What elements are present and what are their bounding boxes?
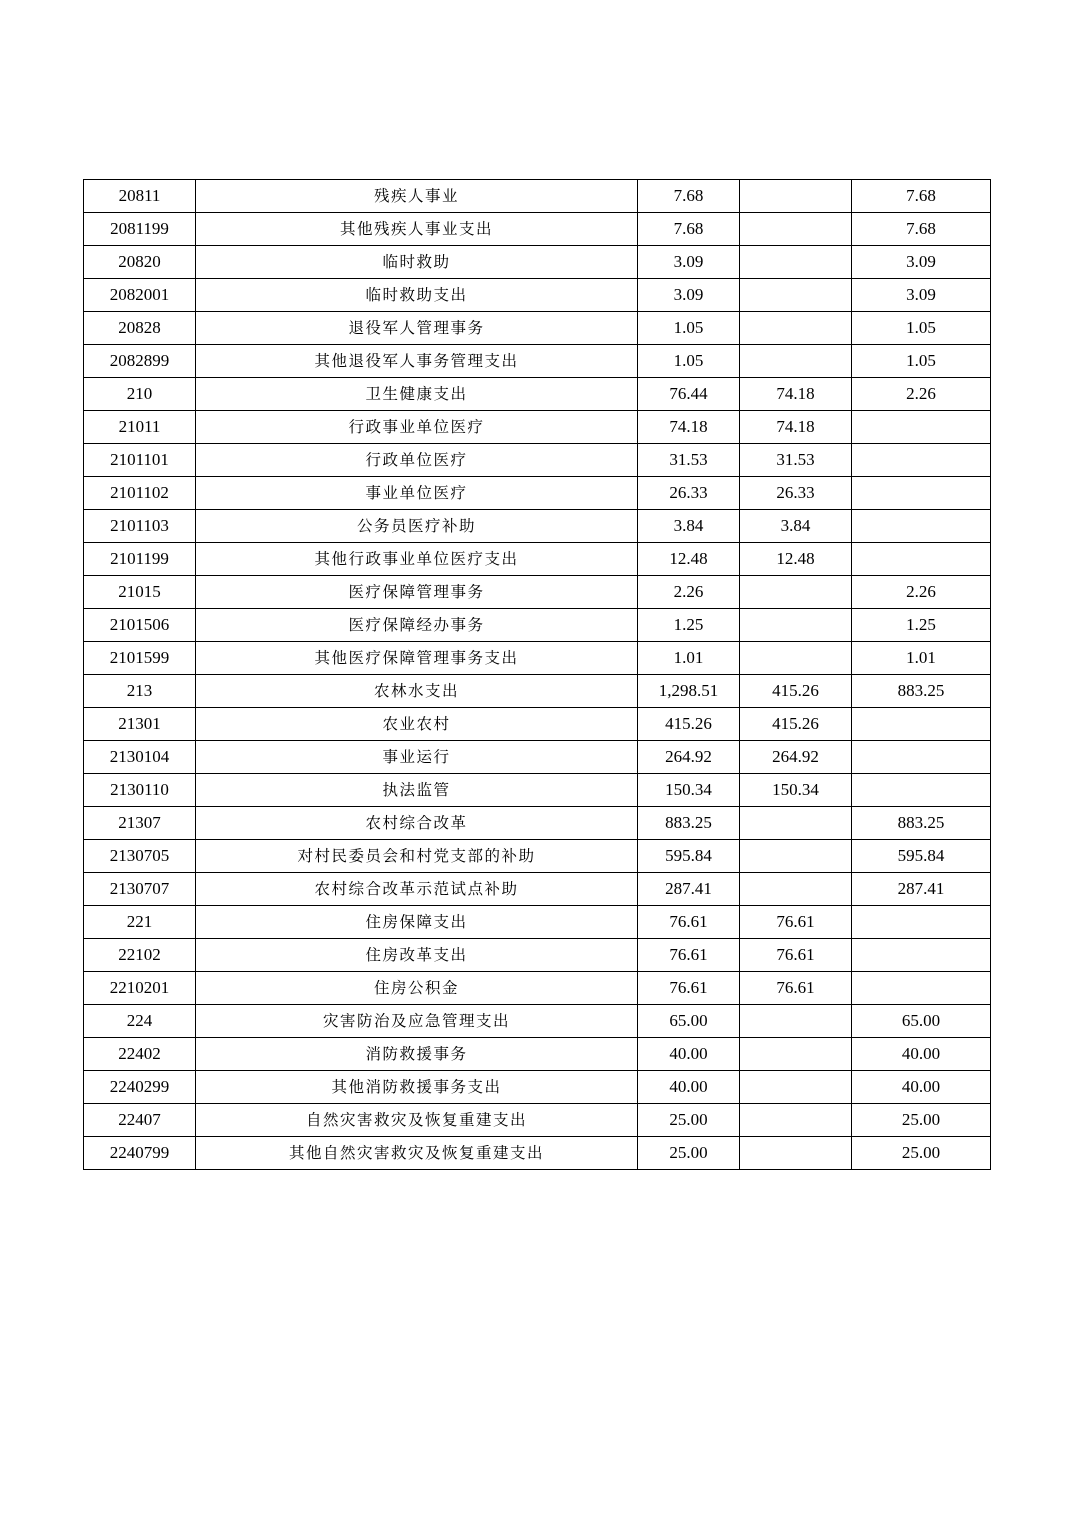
basic-expenditure-cell: 3.84: [740, 510, 852, 543]
subject-code-cell: 22407: [84, 1104, 196, 1137]
project-expenditure-cell: 287.41: [852, 873, 991, 906]
table-row: [84, 1137, 991, 1170]
table-row: [84, 510, 991, 543]
basic-expenditure-cell: 74.18: [740, 411, 852, 444]
subject-code-cell: 2101599: [84, 642, 196, 675]
table-row: [84, 180, 991, 213]
table-row: [84, 312, 991, 345]
subject-name-cell: 自然灾害救灾及恢复重建支出: [196, 1104, 638, 1137]
table-row: [84, 576, 991, 609]
project-expenditure-cell: [852, 774, 991, 807]
subject-code-cell: 21015: [84, 576, 196, 609]
project-expenditure-cell: 3.09: [852, 279, 991, 312]
table-row: [84, 1005, 991, 1038]
subject-code-cell: 2101506: [84, 609, 196, 642]
subject-code-cell: 2101103: [84, 510, 196, 543]
total-amount-cell: 2.26: [638, 576, 740, 609]
total-amount-cell: 7.68: [638, 180, 740, 213]
subject-code-cell: 213: [84, 675, 196, 708]
project-expenditure-cell: 40.00: [852, 1071, 991, 1104]
table-row: [84, 972, 991, 1005]
subject-code-cell: 210: [84, 378, 196, 411]
table-row: [84, 411, 991, 444]
total-amount-cell: 74.18: [638, 411, 740, 444]
subject-name-cell: 住房公积金: [196, 972, 638, 1005]
table-row: [84, 345, 991, 378]
project-expenditure-cell: [852, 939, 991, 972]
basic-expenditure-cell: 264.92: [740, 741, 852, 774]
total-amount-cell: 26.33: [638, 477, 740, 510]
table-row: [84, 543, 991, 576]
project-expenditure-cell: 65.00: [852, 1005, 991, 1038]
subject-name-cell: 医疗保障管理事务: [196, 576, 638, 609]
total-amount-cell: 3.84: [638, 510, 740, 543]
total-amount-cell: 3.09: [638, 246, 740, 279]
subject-name-cell: 住房保障支出: [196, 906, 638, 939]
total-amount-cell: 7.68: [638, 213, 740, 246]
basic-expenditure-cell: [740, 312, 852, 345]
total-amount-cell: 12.48: [638, 543, 740, 576]
subject-name-cell: 行政单位医疗: [196, 444, 638, 477]
project-expenditure-cell: [852, 741, 991, 774]
project-expenditure-cell: 1.01: [852, 642, 991, 675]
subject-name-cell: 农林水支出: [196, 675, 638, 708]
subject-name-cell: 执法监管: [196, 774, 638, 807]
total-amount-cell: 1,298.51: [638, 675, 740, 708]
project-expenditure-cell: 2.26: [852, 378, 991, 411]
total-amount-cell: 40.00: [638, 1071, 740, 1104]
table-row: [84, 246, 991, 279]
basic-expenditure-cell: [740, 1071, 852, 1104]
subject-name-cell: 灾害防治及应急管理支出: [196, 1005, 638, 1038]
subject-name-cell: 退役军人管理事务: [196, 312, 638, 345]
total-amount-cell: 595.84: [638, 840, 740, 873]
table-row: [84, 873, 991, 906]
subject-code-cell: 22102: [84, 939, 196, 972]
total-amount-cell: 65.00: [638, 1005, 740, 1038]
table-row: [84, 774, 991, 807]
table-row: [84, 378, 991, 411]
table-row: [84, 840, 991, 873]
subject-name-cell: 卫生健康支出: [196, 378, 638, 411]
subject-code-cell: 2081199: [84, 213, 196, 246]
subject-name-cell: 其他医疗保障管理事务支出: [196, 642, 638, 675]
project-expenditure-cell: [852, 972, 991, 1005]
table-row: [84, 1071, 991, 1104]
project-expenditure-cell: [852, 708, 991, 741]
subject-code-cell: 2130705: [84, 840, 196, 873]
subject-name-cell: 事业单位医疗: [196, 477, 638, 510]
table-row: [84, 444, 991, 477]
total-amount-cell: 1.05: [638, 312, 740, 345]
total-amount-cell: 31.53: [638, 444, 740, 477]
project-expenditure-cell: 883.25: [852, 675, 991, 708]
basic-expenditure-cell: 415.26: [740, 708, 852, 741]
total-amount-cell: 1.05: [638, 345, 740, 378]
subject-code-cell: 2101101: [84, 444, 196, 477]
table-row: [84, 642, 991, 675]
project-expenditure-cell: 595.84: [852, 840, 991, 873]
subject-name-cell: 对村民委员会和村党支部的补助: [196, 840, 638, 873]
total-amount-cell: 76.61: [638, 939, 740, 972]
subject-code-cell: 20811: [84, 180, 196, 213]
subject-code-cell: 22402: [84, 1038, 196, 1071]
subject-name-cell: 农村综合改革: [196, 807, 638, 840]
basic-expenditure-cell: 12.48: [740, 543, 852, 576]
total-amount-cell: 40.00: [638, 1038, 740, 1071]
basic-expenditure-cell: [740, 1104, 852, 1137]
basic-expenditure-cell: [740, 345, 852, 378]
project-expenditure-cell: 25.00: [852, 1137, 991, 1170]
subject-name-cell: 其他行政事业单位医疗支出: [196, 543, 638, 576]
subject-code-cell: 224: [84, 1005, 196, 1038]
basic-expenditure-cell: 74.18: [740, 378, 852, 411]
basic-expenditure-cell: [740, 576, 852, 609]
total-amount-cell: 150.34: [638, 774, 740, 807]
table-row: [84, 906, 991, 939]
basic-expenditure-cell: 415.26: [740, 675, 852, 708]
total-amount-cell: 264.92: [638, 741, 740, 774]
basic-expenditure-cell: [740, 1137, 852, 1170]
project-expenditure-cell: 7.68: [852, 213, 991, 246]
basic-expenditure-cell: [740, 279, 852, 312]
table-row: [84, 807, 991, 840]
subject-code-cell: 20828: [84, 312, 196, 345]
basic-expenditure-cell: [740, 246, 852, 279]
project-expenditure-cell: 3.09: [852, 246, 991, 279]
total-amount-cell: 1.01: [638, 642, 740, 675]
subject-name-cell: 残疾人事业: [196, 180, 638, 213]
table-body: [84, 180, 991, 1170]
total-amount-cell: 3.09: [638, 279, 740, 312]
table-row: [84, 477, 991, 510]
project-expenditure-cell: 1.05: [852, 312, 991, 345]
basic-expenditure-cell: [740, 213, 852, 246]
subject-code-cell: 221: [84, 906, 196, 939]
total-amount-cell: 76.61: [638, 906, 740, 939]
project-expenditure-cell: 1.25: [852, 609, 991, 642]
subject-name-cell: 事业运行: [196, 741, 638, 774]
subject-name-cell: 医疗保障经办事务: [196, 609, 638, 642]
subject-code-cell: 2210201: [84, 972, 196, 1005]
subject-code-cell: 20820: [84, 246, 196, 279]
subject-name-cell: 农村综合改革示范试点补助: [196, 873, 638, 906]
subject-code-cell: 2240299: [84, 1071, 196, 1104]
subject-code-cell: 2082899: [84, 345, 196, 378]
subject-code-cell: 21307: [84, 807, 196, 840]
budget-table: [83, 179, 991, 1170]
basic-expenditure-cell: [740, 180, 852, 213]
subject-name-cell: 其他退役军人事务管理支出: [196, 345, 638, 378]
project-expenditure-cell: [852, 906, 991, 939]
table-row: [84, 1038, 991, 1071]
table-row: [84, 213, 991, 246]
basic-expenditure-cell: [740, 642, 852, 675]
basic-expenditure-cell: 26.33: [740, 477, 852, 510]
basic-expenditure-cell: 31.53: [740, 444, 852, 477]
subject-name-cell: 临时救助支出: [196, 279, 638, 312]
basic-expenditure-cell: [740, 840, 852, 873]
project-expenditure-cell: 2.26: [852, 576, 991, 609]
table-row: [84, 675, 991, 708]
total-amount-cell: 415.26: [638, 708, 740, 741]
total-amount-cell: 883.25: [638, 807, 740, 840]
subject-name-cell: 其他残疾人事业支出: [196, 213, 638, 246]
table-row: [84, 1104, 991, 1137]
project-expenditure-cell: [852, 543, 991, 576]
subject-name-cell: 其他自然灾害救灾及恢复重建支出: [196, 1137, 638, 1170]
total-amount-cell: 287.41: [638, 873, 740, 906]
subject-code-cell: 2130110: [84, 774, 196, 807]
project-expenditure-cell: [852, 510, 991, 543]
total-amount-cell: 76.44: [638, 378, 740, 411]
basic-expenditure-cell: [740, 807, 852, 840]
table-row: [84, 939, 991, 972]
table-row: [84, 609, 991, 642]
subject-code-cell: 2101102: [84, 477, 196, 510]
subject-code-cell: 21011: [84, 411, 196, 444]
project-expenditure-cell: 1.05: [852, 345, 991, 378]
project-expenditure-cell: 883.25: [852, 807, 991, 840]
subject-name-cell: 其他消防救援事务支出: [196, 1071, 638, 1104]
subject-name-cell: 临时救助: [196, 246, 638, 279]
basic-expenditure-cell: [740, 873, 852, 906]
project-expenditure-cell: 25.00: [852, 1104, 991, 1137]
table-row: [84, 741, 991, 774]
subject-code-cell: 2101199: [84, 543, 196, 576]
basic-expenditure-cell: [740, 1005, 852, 1038]
project-expenditure-cell: [852, 444, 991, 477]
subject-name-cell: 住房改革支出: [196, 939, 638, 972]
basic-expenditure-cell: 76.61: [740, 939, 852, 972]
subject-code-cell: 2130707: [84, 873, 196, 906]
subject-code-cell: 21301: [84, 708, 196, 741]
total-amount-cell: 25.00: [638, 1104, 740, 1137]
project-expenditure-cell: [852, 477, 991, 510]
subject-name-cell: 行政事业单位医疗: [196, 411, 638, 444]
subject-code-cell: 2082001: [84, 279, 196, 312]
total-amount-cell: 76.61: [638, 972, 740, 1005]
subject-code-cell: 2240799: [84, 1137, 196, 1170]
basic-expenditure-cell: 76.61: [740, 972, 852, 1005]
table-row: [84, 708, 991, 741]
total-amount-cell: 25.00: [638, 1137, 740, 1170]
table-row: [84, 279, 991, 312]
basic-expenditure-cell: 76.61: [740, 906, 852, 939]
project-expenditure-cell: [852, 411, 991, 444]
subject-name-cell: 公务员医疗补助: [196, 510, 638, 543]
total-amount-cell: 1.25: [638, 609, 740, 642]
project-expenditure-cell: 7.68: [852, 180, 991, 213]
basic-expenditure-cell: 150.34: [740, 774, 852, 807]
subject-name-cell: 消防救援事务: [196, 1038, 638, 1071]
subject-code-cell: 2130104: [84, 741, 196, 774]
subject-name-cell: 农业农村: [196, 708, 638, 741]
project-expenditure-cell: 40.00: [852, 1038, 991, 1071]
basic-expenditure-cell: [740, 1038, 852, 1071]
basic-expenditure-cell: [740, 609, 852, 642]
